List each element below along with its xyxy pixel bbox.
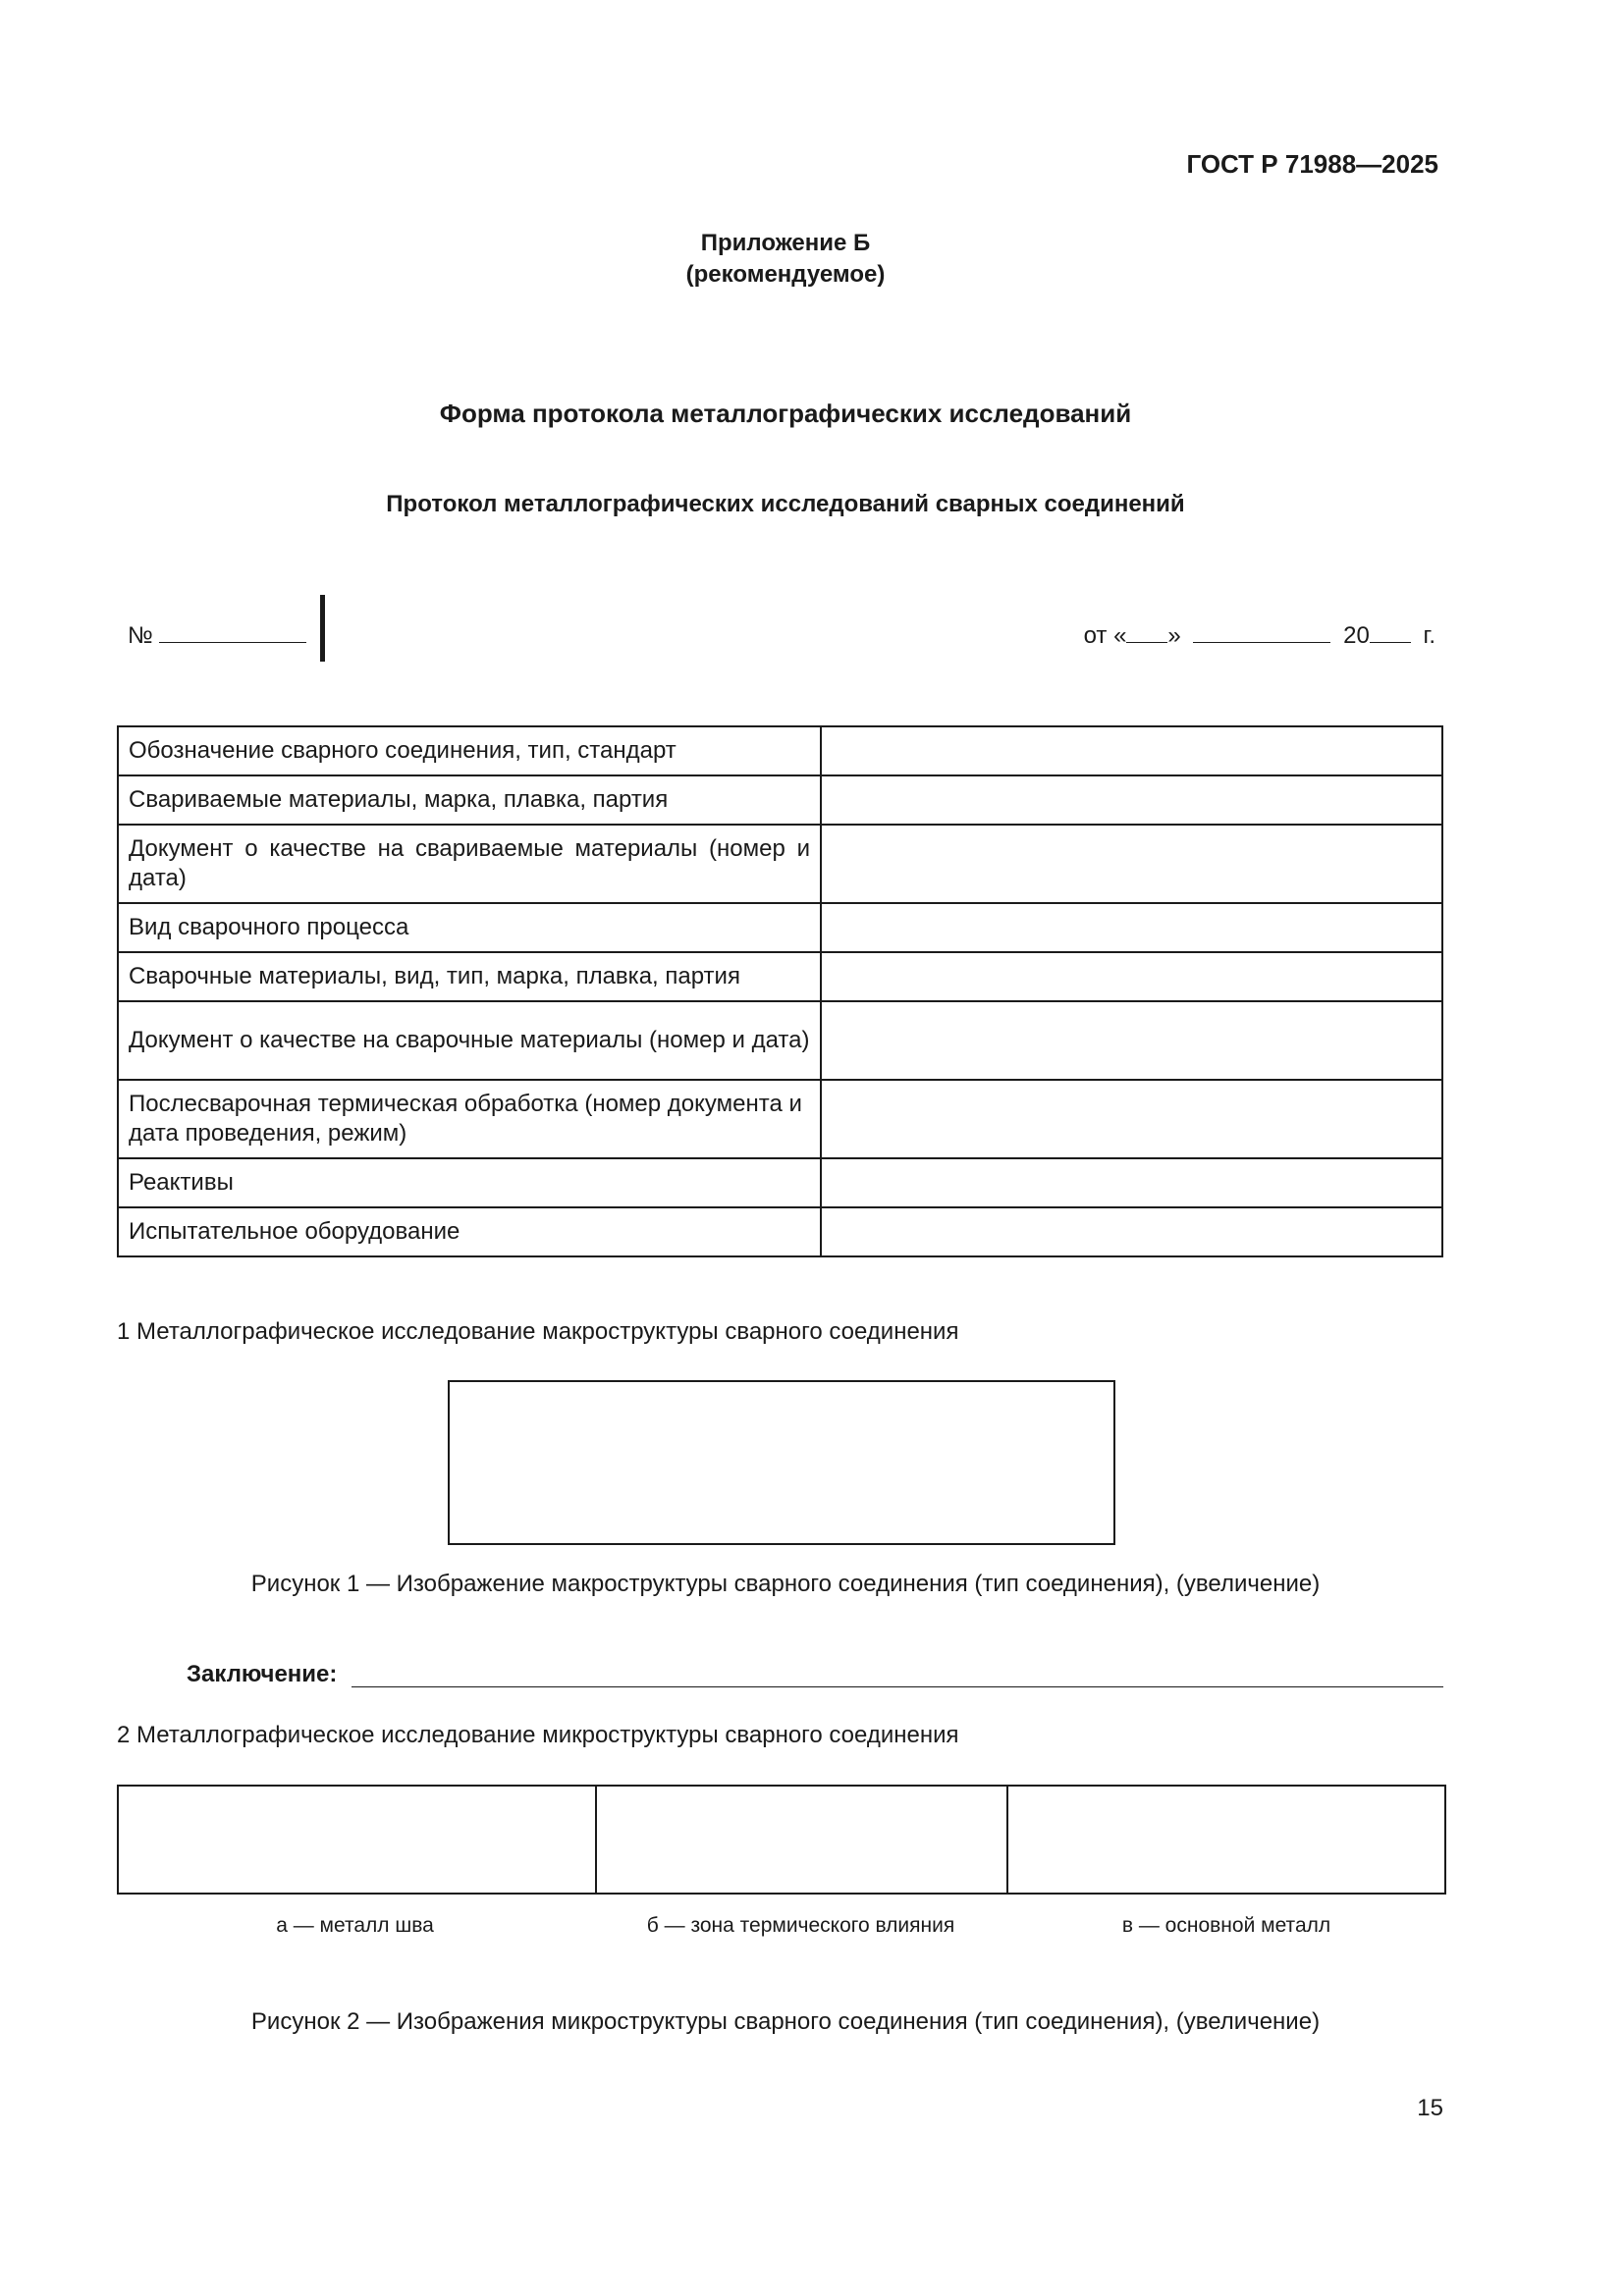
caption-base-metal: в — основной металл — [1121, 1914, 1331, 1937]
table-row — [118, 775, 1442, 825]
appendix-title: Приложение Б — [700, 230, 871, 256]
date-prefix: от « — [1083, 622, 1127, 649]
row-value-cell[interactable] — [821, 903, 1442, 952]
conclusion-blank[interactable] — [352, 1686, 1443, 1687]
year-prefix: 20 — [1343, 622, 1370, 649]
heat-affected-zone-image-placeholder[interactable] — [595, 1787, 1006, 1893]
table-row — [118, 1080, 1442, 1158]
month-blank[interactable] — [1193, 618, 1330, 643]
table-row — [118, 1207, 1442, 1256]
text-cursor — [320, 595, 325, 662]
standard-header: ГОСТ Р 71988—2025 — [1186, 149, 1438, 179]
page-number: 15 — [1417, 2095, 1443, 2121]
row-label: Реактивы — [118, 1158, 821, 1207]
section1-title: 1 Металлографическое исследование макроструктуры сварного соединения — [117, 1318, 959, 1345]
row-label: Испытательное оборудование — [118, 1207, 821, 1256]
row-value-cell[interactable] — [821, 825, 1442, 903]
table-row — [118, 726, 1442, 775]
appendix-note: (рекомендуемое) — [685, 261, 886, 288]
year-suffix: г. — [1423, 622, 1435, 649]
microstructure-images — [117, 1785, 1446, 1895]
conclusion-label: Заключение: — [187, 1661, 338, 1687]
protocol-date-line — [1084, 618, 1435, 650]
caption-heat-affected-zone: б — зона термического влияния — [646, 1914, 955, 1937]
row-value-cell[interactable] — [821, 726, 1442, 775]
table-row — [118, 952, 1442, 1001]
row-label: Документ о качестве на сварочные материалы (номер и дата) — [118, 1001, 821, 1080]
number-label: № — [128, 622, 153, 649]
row-label: Документ о качестве на свариваемые материалы (номер и дата) — [118, 825, 821, 903]
row-label: Обозначение сварного соединения, тип, стандарт — [118, 726, 821, 775]
table-row — [118, 1158, 1442, 1207]
figure2-caption: Рисунок 2 — Изображения микроструктуры сварного соединения (тип соединения), (увеличение) — [250, 2008, 1321, 2035]
date-mid: » — [1167, 622, 1181, 649]
appendix-heading — [0, 228, 1571, 291]
day-blank[interactable] — [1126, 618, 1167, 643]
figure1-caption: Рисунок 1 — Изображение макроструктуры сварного соединения (тип соединения), (увеличение) — [250, 1571, 1321, 1597]
table-row — [118, 825, 1442, 903]
table-row — [118, 1001, 1442, 1080]
row-label: Вид сварочного процесса — [118, 903, 821, 952]
table-row — [118, 903, 1442, 952]
base-metal-image-placeholder[interactable] — [1006, 1787, 1444, 1893]
row-label: Сварочные материалы, вид, тип, марка, плавка, партия — [118, 952, 821, 1001]
row-value-cell[interactable] — [821, 1158, 1442, 1207]
row-value-cell[interactable] — [821, 1001, 1442, 1080]
form-title: Форма протокола металлографических исследований — [439, 399, 1132, 428]
row-value-cell[interactable] — [821, 952, 1442, 1001]
weld-info-table — [117, 725, 1443, 1257]
number-blank[interactable] — [159, 618, 306, 643]
protocol-title: Протокол металлографических исследований сварных соединений — [386, 491, 1185, 517]
row-value-cell[interactable] — [821, 1080, 1442, 1158]
macrostructure-image-placeholder[interactable] — [448, 1380, 1115, 1545]
row-value-cell[interactable] — [821, 1207, 1442, 1256]
year-blank[interactable] — [1370, 618, 1411, 643]
row-label: Свариваемые материалы, марка, плавка, партия — [118, 775, 821, 825]
section2-title: 2 Металлографическое исследование микроструктуры сварного соединения — [117, 1722, 959, 1748]
protocol-number-line — [128, 618, 306, 650]
row-label: Послесварочная термическая обработка (номер документа и дата проведения, режим) — [118, 1080, 821, 1158]
row-value-cell[interactable] — [821, 775, 1442, 825]
caption-weld-metal: а — металл шва — [276, 1914, 434, 1937]
weld-metal-image-placeholder[interactable] — [119, 1787, 595, 1893]
